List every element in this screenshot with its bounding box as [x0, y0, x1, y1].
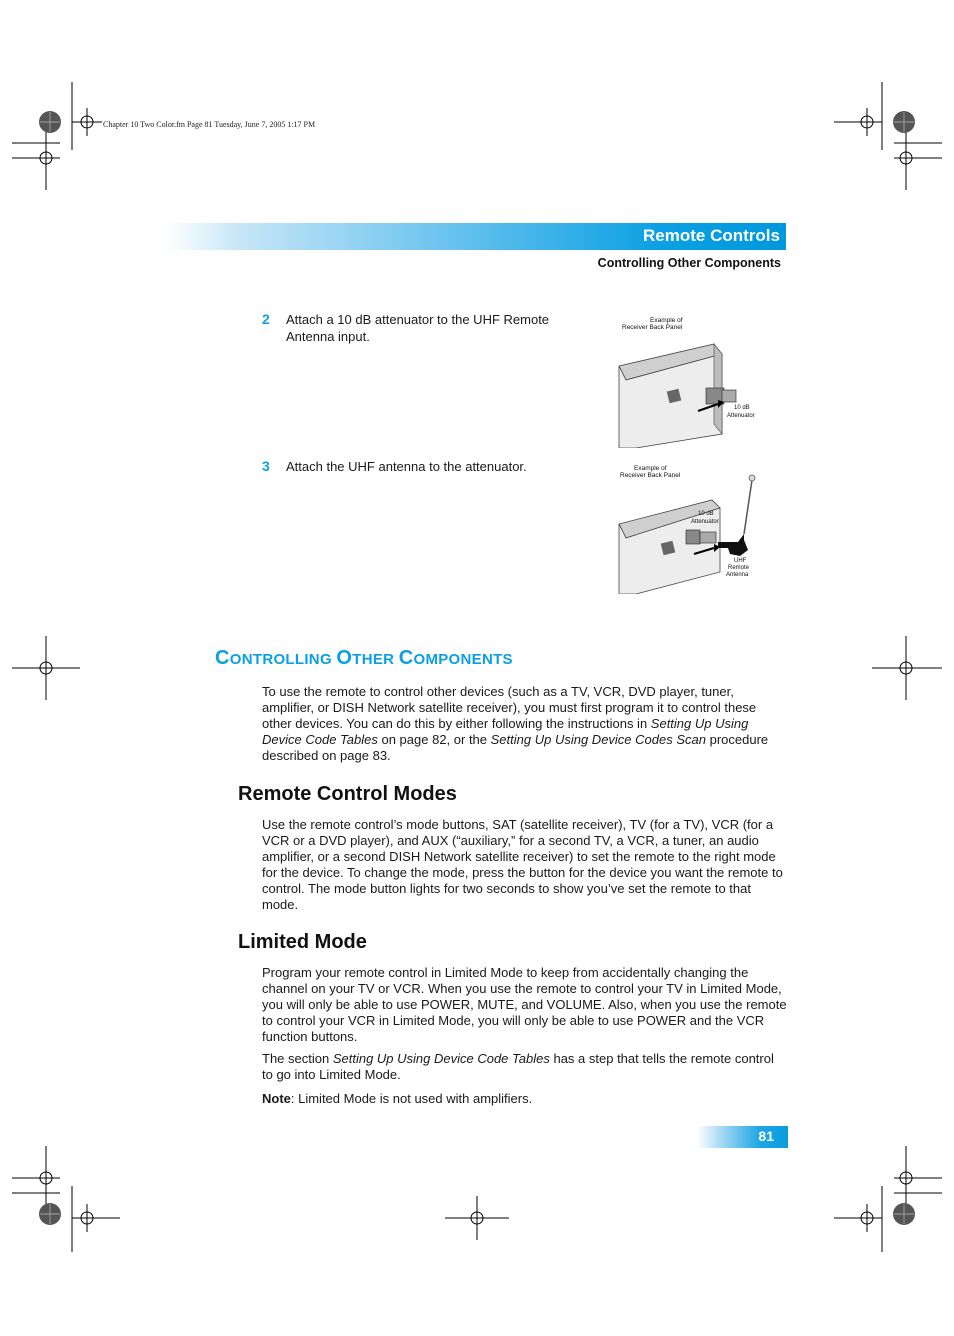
page-number-bar	[697, 1126, 788, 1148]
page-number: 81	[758, 1128, 774, 1144]
limited-mode-heading: Limited Mode	[238, 931, 367, 953]
note-paragraph: Note: Limited Mode is not used with amplifiers.	[262, 1091, 533, 1106]
figure-caption: Receiver Back Panel	[622, 324, 683, 331]
figure-caption: Example of	[650, 317, 683, 324]
chapter-title: Remote Controls	[643, 226, 780, 245]
figure-caption: Receiver Back Panel	[620, 472, 681, 479]
limited-mode-paragraph: Program your remote control in Limited Mode to keep from accidentally changing the channel on your TV or VCR. When you use the remote to control your TV in Limited Mode, you will only be able to use POWER, MUTE, and VOLUME. Also, when you use the remote to control your VCR in Limited Mode, you will only be able to use POWER and the VCR function buttons.	[262, 965, 787, 1044]
remote-control-modes-heading: Remote Control Modes	[238, 783, 457, 805]
step-text: Attach a 10 dB attenuator to the UHF Remote Antenna input.	[286, 312, 550, 344]
figure-label: Remote	[728, 565, 750, 571]
figure-label: Attenuator	[727, 413, 755, 419]
cross-reference: Setting Up Using Device Code Tables	[262, 716, 749, 747]
step-number: 2	[262, 311, 270, 327]
figure-label: Antenna	[726, 572, 749, 578]
print-slug: Chapter 10 Two Color.fm Page 81 Tuesday, June 7, 2005 1:17 PM	[103, 120, 316, 129]
figure-caption: Example of	[634, 465, 667, 472]
step-number: 3	[262, 458, 270, 474]
header-bar	[165, 223, 786, 250]
step-text: Attach the UHF antenna to the attenuator.	[286, 459, 527, 474]
figure-label: UHF	[734, 558, 747, 564]
cross-reference: Setting Up Using Device Codes Scan	[490, 732, 706, 747]
figure-label: Attenuator	[691, 519, 719, 525]
remote-control-modes-paragraph: Use the remote control’s mode buttons, SAT (satellite receiver), TV (for a TV), VCR (for a VCR or a DVD player), and AUX (“auxiliary,” for a second TV, a VCR, a tuner, an audio amplifier, or a second DISH Network satellite receiver) to set the remote to the right mode for the device. To change the mode, press the button for the device you want the remote to control. The mode button lights for two seconds to show you’ve set the remote to that mode.	[262, 817, 783, 912]
note-label: Note	[262, 1091, 291, 1106]
figure-label: 10 dB	[734, 405, 750, 411]
cross-reference: Setting Up Using Device Code Tables	[332, 1051, 550, 1066]
limited-mode-paragraph-2: The section Setting Up Using Device Code Tables has a step that tells the remote control to go into Limited Mode.	[262, 1051, 774, 1082]
section-heading: CONTROLLING OTHER COMPONENTS	[215, 647, 513, 669]
section-intro-paragraph: To use the remote to control other devices (such as a TV, VCR, DVD player, tuner, amplifier, or DISH Network satellite receiver), you must first program it to control these other devices. You can do this by either following the instructions in Setting Up Using Device Code Tables on page 82, or the Setting Up Using Device Codes Scan procedure described on page 83.	[262, 684, 769, 763]
figure-receiver-antenna	[614, 462, 760, 594]
figure-label: 10 dB	[698, 511, 714, 517]
figure-receiver-attenuator	[614, 314, 760, 448]
section-subtitle: Controlling Other Components	[597, 256, 781, 270]
